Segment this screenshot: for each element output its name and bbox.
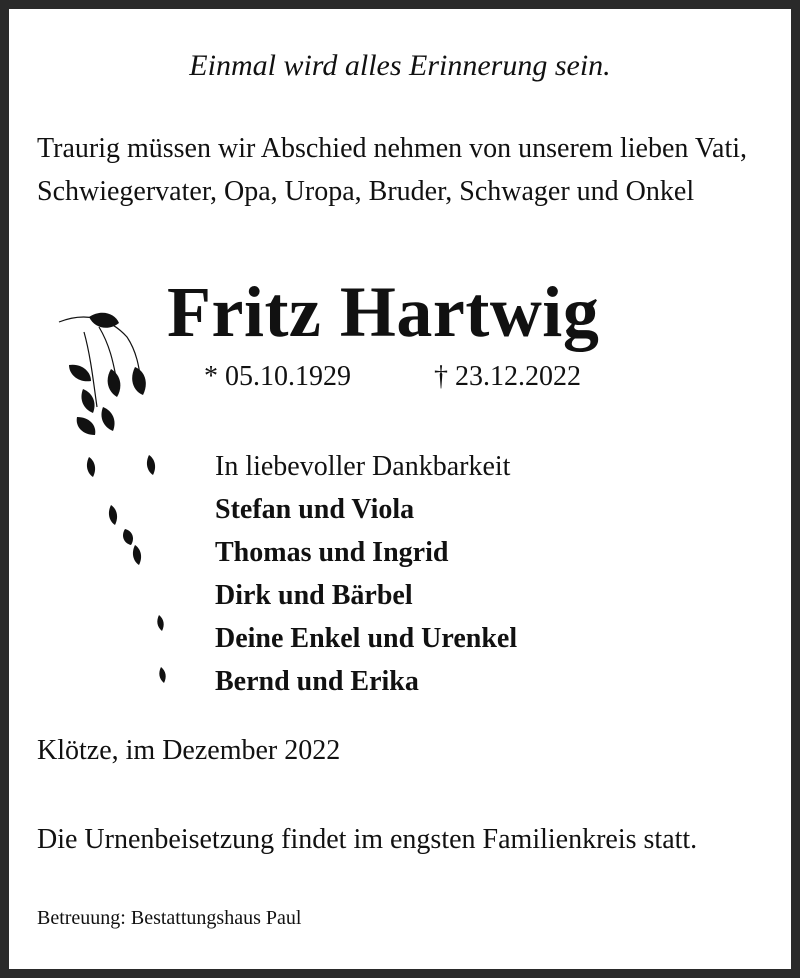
- obituary-card: [9, 9, 791, 969]
- deceased-name: Fritz Hartwig: [167, 272, 600, 352]
- birth-date: * 05.10.1929: [204, 361, 351, 392]
- funeral-home: Betreuung: Bestattungshaus Paul: [37, 907, 302, 929]
- mourners-heading: In liebevoller Dankbarkeit: [215, 451, 511, 482]
- mourners-list: [215, 445, 517, 703]
- mourner-name: Thomas und Ingrid: [215, 537, 449, 568]
- life-dates: [204, 361, 581, 393]
- intro-text: Traurig müssen wir Abschied nehmen von unserem lieben Vati, Schwiegervater, Opa, Uropa, Bruder, Schwager und Onkel: [37, 133, 748, 207]
- mourner-name: Deine Enkel und Urenkel: [215, 623, 518, 654]
- mourner-name: Bernd und Erika: [215, 666, 419, 697]
- mourner-name: Stefan und Viola: [215, 494, 415, 525]
- death-date: † 23.12.2022: [434, 361, 581, 392]
- motto: Einmal wird alles Erinnerung sein.: [189, 49, 611, 82]
- burial-note: Die Urnenbeisetzung findet im engsten Familienkreis statt.: [37, 824, 698, 855]
- birch-leaves-icon: [39, 297, 169, 717]
- mourner-name: Dirk und Bärbel: [215, 580, 413, 611]
- place-date: Klötze, im Dezember 2022: [37, 735, 341, 766]
